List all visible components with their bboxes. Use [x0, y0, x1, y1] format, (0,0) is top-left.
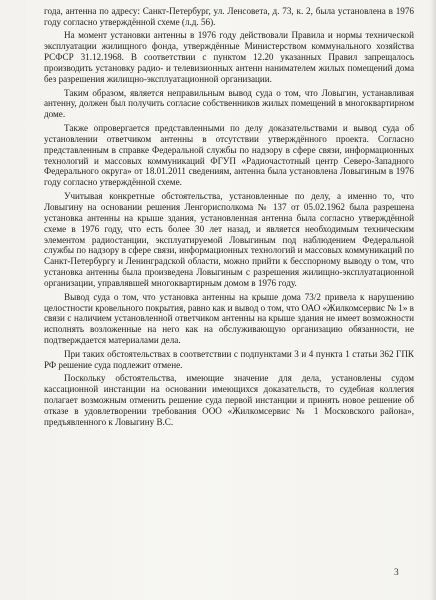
paragraph-2: На момент установки антенны в 1976 году действовали Правила и нормы технической эксплуатации жилищного фонда, утверждённые Министерством коммунального хозяйства РСФСР 31.12.1968. В соответствии с пунктом 12.20 указанных Правил запрещалось производить установку радио- и телевизионных антенн нанимателем жилых помещений дома без разрешения жилищно-эксплуатационной организации. [44, 30, 414, 85]
paragraph-7: При таких обстоятельствах в соответствии с подпунктами 3 и 4 пункта 1 статьи 362 ГПК РФ решение суда подлежит отмене. [44, 348, 414, 370]
paragraph-1: года, антенна по адресу: Санкт-Петербург, ул. Ленсовета, д. 73, к. 2, была установлена в 1976 году согласно утверждённой схеме (л.д. 56). [44, 6, 414, 27]
paragraph-6: Вывод суда о том, что установка антенны на крыше дома 73/2 привела к нарушению целостности кровельного покрытия, равно как и вывод о том, что ОАО «Жилкомсервис № 1» в связи с наличием установленной ответчиком антенны на крыше здания не имеет возможности исполнять возложенные на него как на обслуживающую организацию обязанности, не подтверждается материалами дела. [44, 291, 414, 346]
page-edge-shadow [430, 0, 436, 600]
document-body [44, 6, 414, 430]
paragraph-3: Таким образом, является неправильным вывод суда о том, что Ловыгин, устанавливая антенну, должен был получить согласие собственников жилых помещений в многоквартирном доме. [44, 87, 414, 120]
page-number: 3 [394, 568, 399, 578]
paragraph-8: Поскольку обстоятельства, имеющие значение для дела, установлены судом кассационной инстанции на основании имеющихся доказательств, то судебная коллегия полагает возможным отменить решение суда первой инстанции и принять новое решение об отказе в удовлетворении требования ООО «Жилкомсервис № 1 Московского района», предъявленного к Ловыгину В.С. [44, 373, 414, 427]
paragraph-5: Учитывая конкретные обстоятельства, установленные по делу, а именно то, что Ловыгину на основании решения Ленгорисполкома № 137 от 05.02.1962 была разрешена установка антенны на крыше здания, установленная антенна была согласно утверждённой схеме в 1976 году, что есть более 30 лет назад, и является необходимым техническим элементом радиостанции, эксплуатируемой Ловыгиным под наблюдением Федеральной службы по надзору в сфере связи, информационных технологий и массовых коммуникаций по Санкт-Петербургу и Ленинградской области, можно прийти к бесспорному выводу о том, что установка антенны была произведена Ловыгиным с разрешения жилищно-эксплуатационной организации, управлявшей многоквартирным домом в 1976 году. [44, 190, 414, 289]
paragraph-4: Также опровергается представленными по делу доказательствами и вывод суда об установлении ответчиком антенны в отсутствии утверждённого проекта. Согласно представленным в справке Федеральной службы по надзору в сфере связи, информационных технологий и массовых коммуникаций ФГУП «Радиочастотный центр Северо-Западного Федерального округа» от 18.01.2011 сведениям, антенна была установлена Ловыгиным в 1976 году согласно утверждённой схеме. [44, 122, 414, 188]
